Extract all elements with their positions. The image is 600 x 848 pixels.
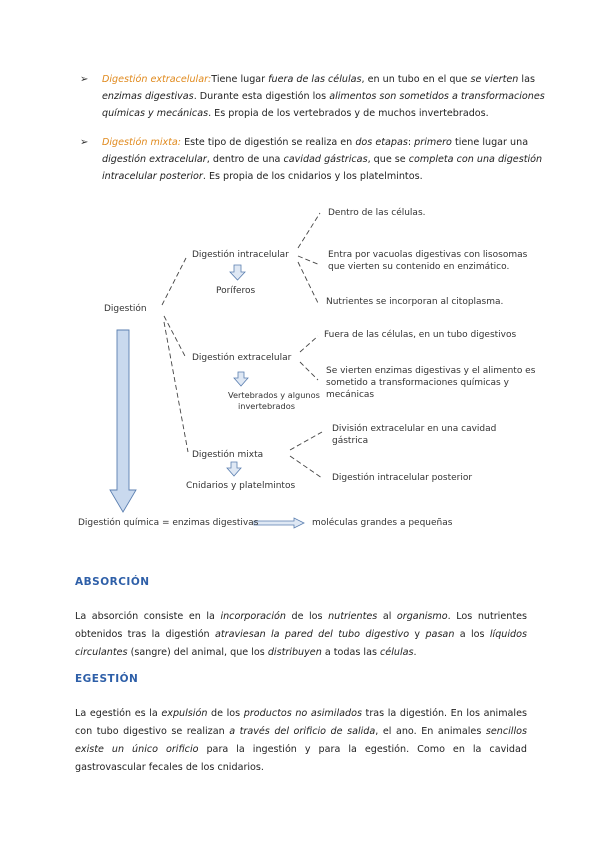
text-run: .	[413, 647, 417, 658]
text-run: . Es propia de los vertebrados y de muchos invertebrados.	[208, 108, 489, 119]
connector-intra-1	[298, 213, 320, 248]
text-run: tiene lugar una	[451, 137, 529, 148]
connector-mixta-2	[290, 456, 322, 478]
text-run: . Durante esta digestión los	[193, 91, 330, 102]
text-run: cavidad gástricas	[283, 154, 368, 165]
arrow-bullet-icon: ➢	[80, 137, 89, 148]
text-run: a los	[454, 629, 490, 640]
connector-extra-2	[300, 362, 318, 380]
text-run: de los	[285, 611, 329, 622]
text-run: , en un tubo en el que	[361, 74, 471, 85]
note-intra-2b: que vierten su contenido en enzimático.	[328, 262, 510, 272]
connector-root-mixta	[164, 322, 188, 452]
text-run: (sangre) del animal, que los	[127, 647, 268, 658]
node-digestion: Digestión	[104, 304, 147, 314]
node-digestion-extracelular: Digestión extracelular	[192, 353, 292, 363]
node-poriferos: Poríferos	[216, 286, 256, 296]
text-run: al	[377, 611, 397, 622]
note-extra-2a: Se vierten enzimas digestivas y el alimento es	[326, 366, 536, 376]
down-arrow-vertebrados-icon	[234, 372, 248, 386]
term-label: Digestión mixta:	[102, 137, 182, 148]
connector-root-extra	[164, 316, 186, 358]
text-run: células	[380, 647, 414, 658]
text-run: La egestión es la	[75, 708, 162, 719]
note-extra-2c: mecánicas	[326, 390, 375, 400]
text-run: Tiene lugar	[211, 74, 269, 85]
paragraph-absorcion	[75, 608, 527, 662]
text-run: , el ano. En animales	[375, 726, 486, 737]
connector-intra-2	[298, 256, 320, 265]
text-run: sencillos existe un único orificio	[75, 726, 527, 755]
text-run: y	[409, 629, 426, 640]
text-run: expulsión	[161, 708, 208, 719]
text-run: enzimas digestivas	[102, 91, 194, 102]
note-extra-1: Fuera de las células, en un tubo digestivos	[324, 330, 517, 340]
note-intra-2a: Entra por vacuolas digestivas con lisosomas	[328, 250, 528, 260]
text-run: , que se	[367, 154, 409, 165]
note-mixta-2: Digestión intracelular posterior	[332, 473, 473, 483]
note-intra-1: Dentro de las células.	[328, 208, 426, 218]
text-run: digestión extracelular	[102, 154, 207, 165]
text-run: atraviesan la pared del tubo digestivo	[215, 629, 410, 640]
text-run: productos no asimilados	[243, 708, 362, 719]
text-run: :	[407, 137, 415, 148]
text-run: fuera de las células	[268, 74, 362, 85]
text-run: se vierten	[470, 74, 519, 85]
note-extra-2b: sometido a transformaciones químicas y	[326, 378, 509, 388]
text-run: de los	[207, 708, 244, 719]
heading-absorcion: ABSORCIÓN	[75, 576, 150, 588]
connector-extra-1	[300, 336, 318, 352]
connector-root-intra	[162, 258, 186, 305]
node-cnidarios: Cnidarios y platelmintos	[186, 481, 296, 491]
note-mixta-1a: División extracelular en una cavidad	[332, 424, 497, 434]
node-digestion-quimica: Digestión química = enzimas digestivas	[78, 518, 259, 528]
node-vertebrados-a: Vertebrados y algunos	[228, 390, 320, 400]
right-arrow-icon	[254, 518, 304, 528]
arrow-bullet-icon: ➢	[80, 74, 89, 85]
heading-egestion: EGESTIÓN	[75, 673, 139, 685]
text-run: organismo	[396, 611, 448, 622]
text-run: a través del orificio de salida	[229, 726, 376, 737]
text-run: líquidos circulantes	[75, 629, 528, 658]
connector-mixta-1	[290, 432, 322, 450]
down-arrow-poriferos-icon	[230, 265, 245, 280]
text-run: completa con una digestión intracelular posterior	[102, 154, 543, 182]
text-run: las	[518, 74, 535, 85]
text-run: . Los nutrientes obtenidos tras la digestión	[75, 611, 527, 640]
node-vertebrados-b: invertebrados	[238, 401, 296, 411]
text-run: incorporación	[220, 611, 286, 622]
text-run: distribuyen	[267, 647, 322, 658]
text-run: para la ingestión y para la egestión. Como en la cavidad gastrovascular fecales de los cnidarios.	[75, 744, 527, 773]
text-run: . Es propia de los cnidarios y los platelmintos.	[202, 171, 423, 182]
text-run: dos etapas	[355, 137, 408, 148]
text-run: a todas las	[321, 647, 381, 658]
text-run: alimentos son sometidos a transformaciones químicas y mecánicas	[102, 91, 545, 119]
text-run: , dentro de una	[206, 154, 284, 165]
down-arrow-cnidarios-icon	[227, 462, 241, 476]
big-down-arrow-icon	[110, 330, 136, 512]
term-label: Digestión extracelular:	[102, 74, 212, 85]
text-run: nutrientes	[328, 611, 378, 622]
text-run: Este tipo de digestión se realiza en	[181, 137, 356, 148]
text-run: primero	[414, 137, 452, 148]
node-digestion-mixta: Digestión mixta	[192, 450, 264, 460]
text-run: tras la digestión. En los animales con tubo digestivo se realizan	[75, 708, 527, 737]
text-run: La absorción consiste en la	[75, 611, 221, 622]
node-digestion-intracelular: Digestión intracelular	[192, 250, 289, 260]
paragraph-egestion	[75, 705, 527, 777]
note-mixta-1b: gástrica	[332, 436, 369, 446]
note-intra-3: Nutrientes se incorporan al citoplasma.	[326, 297, 504, 307]
node-moleculas: moléculas grandes a pequeñas	[312, 518, 453, 528]
text-run: pasan	[425, 629, 455, 640]
connector-intra-3	[298, 262, 318, 303]
